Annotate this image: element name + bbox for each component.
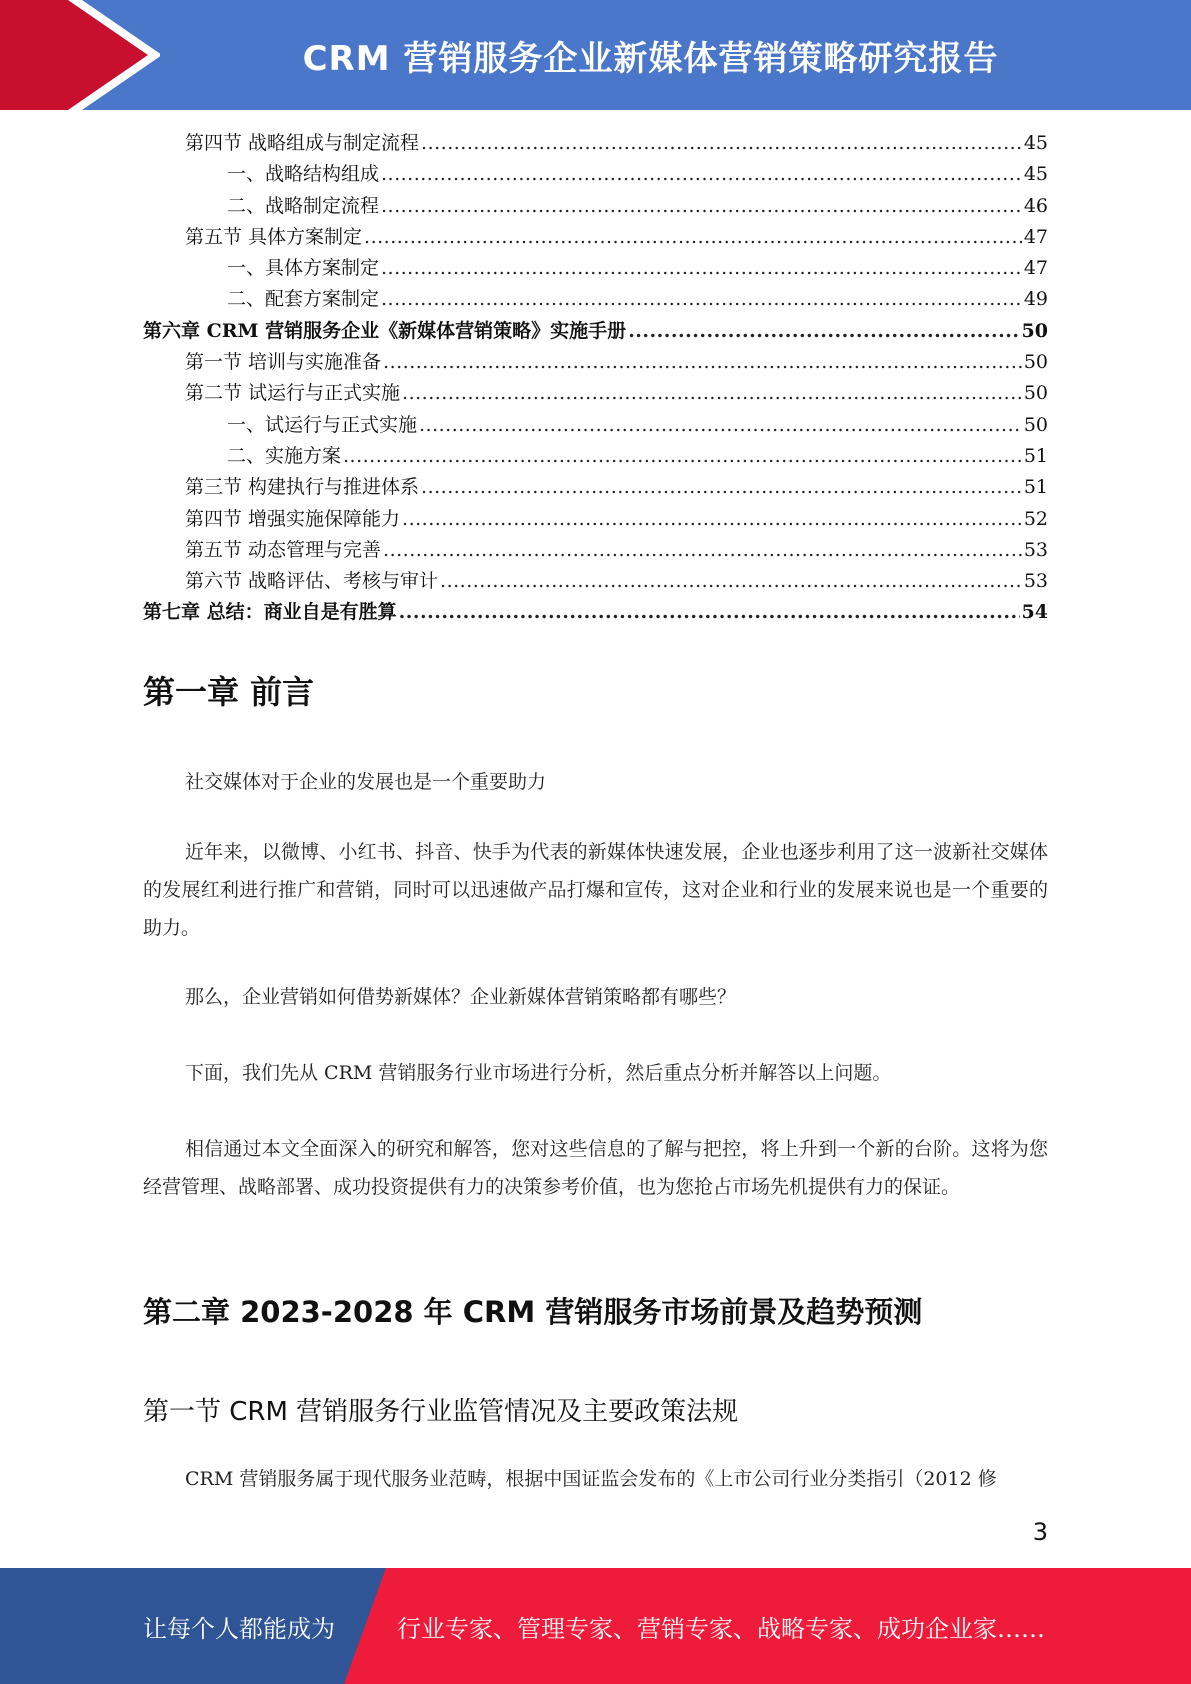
chapter2-heading: 第二章 2023-2028 年 CRM 营销服务市场前景及趋势预测: [143, 1295, 923, 1329]
footer-slogan-right: 行业专家、管理专家、营销专家、战略专家、成功企业家……: [397, 1614, 1045, 1643]
chapter1-paragraph-2: 近年来，以微博、小红书、抖音、快手为代表的新媒体快速发展，企业也逐步利用了这一波新社交媒体的发展红利进行推广和营销，同时可以迅速做产品打爆和宣传，这对企业和行业的发展来说也是一个重要的助力。: [143, 841, 1048, 939]
toc-leader-dots: [383, 535, 1022, 566]
toc-entry-label: 二、战略制定流程: [227, 194, 380, 217]
toc-entry-label: 第三节 构建执行与推进体系: [185, 476, 420, 499]
toc-leader-dots: [381, 253, 1022, 284]
toc-leader-dots: [421, 128, 1022, 159]
table-of-contents: [143, 128, 1048, 629]
toc-leader-dots: [399, 597, 1020, 628]
toc-entry[interactable]: [143, 128, 1048, 159]
toc-entry-page: 53: [1023, 538, 1048, 561]
toc-entry[interactable]: [143, 472, 1048, 503]
toc-entry[interactable]: [143, 253, 1048, 284]
toc-leader-dots: [343, 441, 1022, 472]
page-number: 3: [1032, 1518, 1048, 1546]
toc-leader-dots: [440, 566, 1022, 597]
toc-entry-page: 54: [1021, 601, 1048, 624]
toc-entry[interactable]: [143, 316, 1048, 347]
toc-entry-page: 51: [1023, 476, 1048, 499]
toc-entry-label: 一、具体方案制定: [227, 257, 380, 280]
toc-entry-page: 51: [1023, 444, 1048, 467]
toc-entry[interactable]: [143, 504, 1048, 535]
toc-entry-label: 第一节 培训与实施准备: [185, 351, 382, 374]
toc-entry-label: 第六节 战略评估、考核与审计: [185, 570, 439, 593]
toc-entry-label: 第四节 战略组成与制定流程: [185, 132, 420, 154]
toc-entry[interactable]: [143, 159, 1048, 190]
chapter1-paragraph-3: 那么，企业营销如何借势新媒体？企业新媒体营销策略都有哪些？: [185, 986, 737, 1008]
toc-leader-dots: [402, 504, 1022, 535]
toc-entry-page: 45: [1023, 163, 1048, 186]
toc-leader-dots: [383, 347, 1022, 378]
toc-entry[interactable]: [143, 284, 1048, 315]
report-title: CRM 营销服务企业新媒体营销策略研究报告: [302, 38, 999, 79]
chapter2-section1-paragraph: CRM 营销服务属于现代服务业范畴，根据中国证监会发布的《上市公司行业分类指引（2012 修: [185, 1468, 997, 1490]
toc-entry-page: 46: [1023, 194, 1048, 217]
toc-entry-label: 第二节 试运行与正式实施: [185, 382, 401, 405]
header-arrow-decoration: [0, 0, 160, 110]
toc-entry-page: 47: [1023, 257, 1048, 280]
toc-leader-dots: [402, 378, 1022, 409]
toc-entry[interactable]: [143, 441, 1048, 472]
toc-entry-label: 第五节 动态管理与完善: [185, 538, 382, 561]
toc-leader-dots: [364, 222, 1022, 253]
toc-entry-label: 二、实施方案: [227, 444, 342, 467]
toc-leader-dots: [628, 316, 1019, 347]
toc-entry-page: 49: [1023, 288, 1048, 311]
toc-entry[interactable]: [143, 597, 1048, 628]
chapter1-paragraph-4: 下面，我们先从 CRM 营销服务行业市场进行分析，然后重点分析并解答以上问题。: [185, 1062, 892, 1084]
toc-entry-page: 50: [1023, 351, 1048, 374]
toc-leader-dots: [421, 472, 1022, 503]
page-footer: [0, 1568, 1191, 1684]
toc-entry-page: 47: [1023, 225, 1048, 248]
toc-leader-dots: [381, 159, 1022, 190]
toc-entry[interactable]: [143, 410, 1048, 441]
toc-entry-label: 第五节 具体方案制定: [185, 225, 363, 248]
toc-entry-label: 第四节 增强实施保障能力: [185, 507, 401, 530]
toc-leader-dots: [381, 191, 1022, 222]
toc-entry[interactable]: [143, 378, 1048, 409]
toc-entry-label: 二、配套方案制定: [227, 288, 380, 311]
toc-entry[interactable]: [143, 535, 1048, 566]
chapter1-heading: 第一章 前言: [143, 673, 315, 711]
toc-entry[interactable]: [143, 191, 1048, 222]
toc-entry[interactable]: [143, 566, 1048, 597]
toc-entry-page: 50: [1023, 382, 1048, 405]
toc-entry-label: 一、试运行与正式实施: [227, 413, 418, 436]
toc-leader-dots: [419, 410, 1022, 441]
chapter1-paragraph-5: 相信通过本文全面深入的研究和解答，您对这些信息的了解与把控，将上升到一个新的台阶。这将为您经营管理、战略部署、成功投资提供有力的决策参考价值，也为您抢占市场先机提供有力的保证。: [143, 1138, 1048, 1198]
toc-entry-page: 50: [1021, 319, 1048, 342]
chapter1-paragraph-1: 社交媒体对于企业的发展也是一个重要助力: [185, 771, 547, 793]
chapter2-section1-heading: 第一节 CRM 营销服务行业监管情况及主要政策法规: [143, 1397, 739, 1427]
toc-entry-label: 第六章 CRM 营销服务企业《新媒体营销策略》实施手册: [143, 319, 627, 342]
toc-entry-label: 一、战略结构组成: [227, 163, 380, 186]
toc-entry-page: 45: [1023, 132, 1048, 154]
page-header: [0, 0, 1191, 110]
footer-slogan-left: 让每个人都能成为: [143, 1614, 335, 1643]
toc-entry[interactable]: [143, 347, 1048, 378]
toc-leader-dots: [381, 284, 1022, 315]
toc-entry-page: 53: [1023, 570, 1048, 593]
toc-entry-page: 50: [1023, 413, 1048, 436]
toc-entry[interactable]: [143, 222, 1048, 253]
toc-entry-page: 52: [1023, 507, 1048, 530]
toc-entry-label: 第七章 总结：商业自是有胜算: [143, 601, 397, 624]
